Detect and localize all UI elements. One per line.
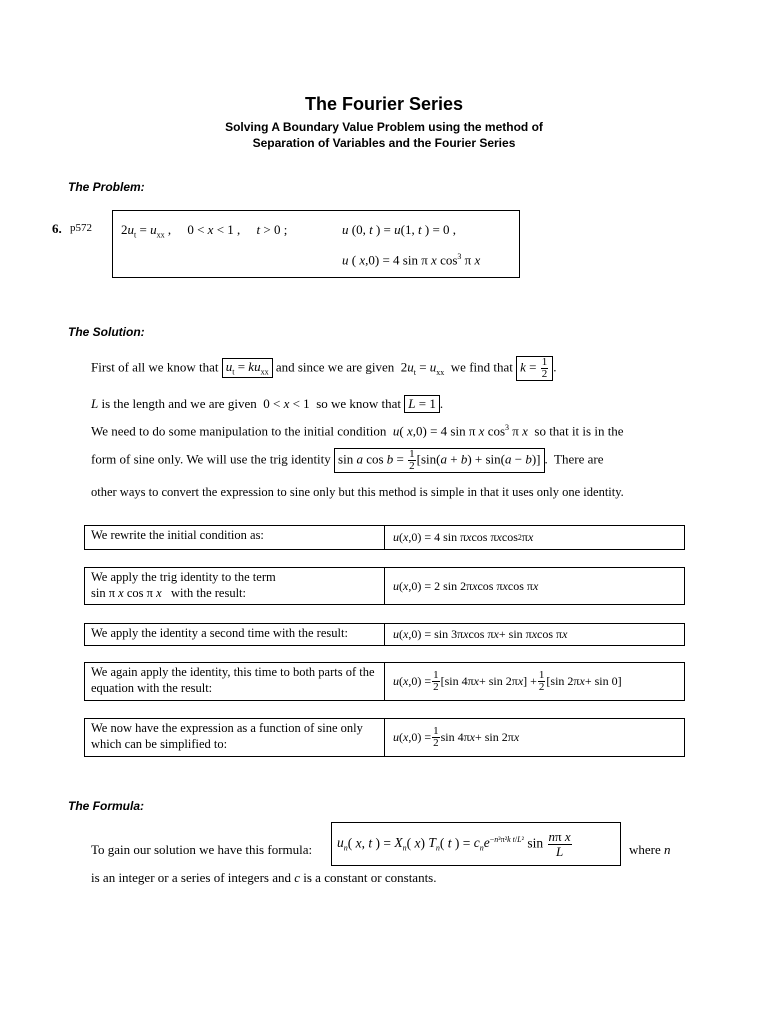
solution-line-5: other ways to convert the expression to sine only but this method is simple in that it uses only one identity. (91, 485, 624, 499)
subtitle-line-1: Solving A Boundary Value Problem using the method of (225, 120, 543, 134)
boundary-conditions: u (0, t ) = u(1, t ) = 0 , (342, 222, 457, 237)
step-row-2 (84, 567, 685, 605)
trig-identity-box: sin a cos b = $\frac{1}{2}$ [sin(a + b) + sin(a − b)] (334, 448, 544, 473)
solution-line-2: L is the length and we are given 0 < x < 1 so we know that L = 1 . (91, 396, 444, 411)
step-row-4 (84, 662, 685, 701)
initial-condition: u ( x,0) = 4 sin π x $\cos^3 \pi$ x (342, 252, 481, 268)
step-1-equation: u ( x ,0) = 4 sin π x cos π x cos 2 π x (393, 530, 534, 544)
step-row-5 (84, 718, 685, 757)
page-reference: p572 (70, 222, 92, 234)
step-3-equation: u ( x ,0) = sin 3π x cos π x + sin π x cos π x (393, 627, 568, 641)
formula-line-2: is an integer or a series of integers and c is a constant or constants. (91, 870, 437, 885)
fourier-formula-box (331, 822, 621, 866)
step-5-equation: u ( x ,0) = $\frac{1}{2}$ sin 4π x + sin 2π x (393, 725, 520, 749)
step-5-text: We now have the expression as a function of sine only which can be simplified to: (85, 719, 385, 756)
heat-equation-box: $u_t = ku_{xx}$ (222, 358, 273, 378)
problem-box (112, 210, 520, 278)
formula-intro: To gain our solution we have this formula: (91, 842, 313, 857)
step-3-text: We apply the identity a second time with the result: (85, 624, 385, 645)
step-4-equation: u ( x ,0) = $\frac{1}{2}$ [sin 4π x + sin 2π x ] + $\frac{1}{2}$ [sin 2π x + sin 0] (393, 669, 622, 693)
solution-line-1: First of all we know that $u_t = ku_{xx}$ and since we are given $2u_t = u_{xx}$ we find that k = $\frac{1}{2}$ . (91, 356, 557, 380)
problem-equation: $2u_t = u_{xx}$ , 0 < x < 1 , t > 0 ; (121, 222, 288, 240)
l-value-box: L = 1 (404, 395, 440, 413)
formula-where: where n (629, 842, 671, 857)
step-2-text: We apply the trig identity to the term sin π x cos π x with the result: (85, 568, 385, 604)
step-row-3 (84, 623, 685, 646)
step-row-1 (84, 525, 685, 550)
step-2-equation: u ( x ,0) = 2 sin 2π x cos π x cos π x (393, 578, 539, 593)
step-1-text: We rewrite the initial condition as: (85, 526, 385, 549)
step-4-text: We again apply the identity, this time to both parts of the equation with the result: (85, 663, 385, 700)
solution-line-3: We need to do some manipulation to the initial condition u( x,0) = 4 sin π x $\cos^3 \pi$ x so that it is in the (91, 423, 624, 439)
solution-line-4: form of sine only. We will use the trig identity sin a cos b = $\frac{1}{2}$ [sin(a + b) + sin(a − b)] . There are (91, 448, 604, 472)
problem-number: 6. (52, 221, 62, 236)
formula-heading: The Formula: (68, 799, 145, 813)
page-title: The Fourier Series (304, 94, 464, 114)
k-value-box: k = $\frac{1}{2}$ (516, 356, 553, 381)
subtitle-line-2: Separation of Variables and the Fourier Series (252, 136, 516, 150)
fourier-formula: $u_n$( x, t ) = $X_n$( x) $T_n$( t ) = $c_ne^{-n^2\pi^2k t/L^2}$ sin $\frac{\text{nπ x}}{L}$ (337, 828, 571, 859)
solution-heading: The Solution: (68, 325, 145, 339)
problem-heading: The Problem: (68, 180, 145, 194)
